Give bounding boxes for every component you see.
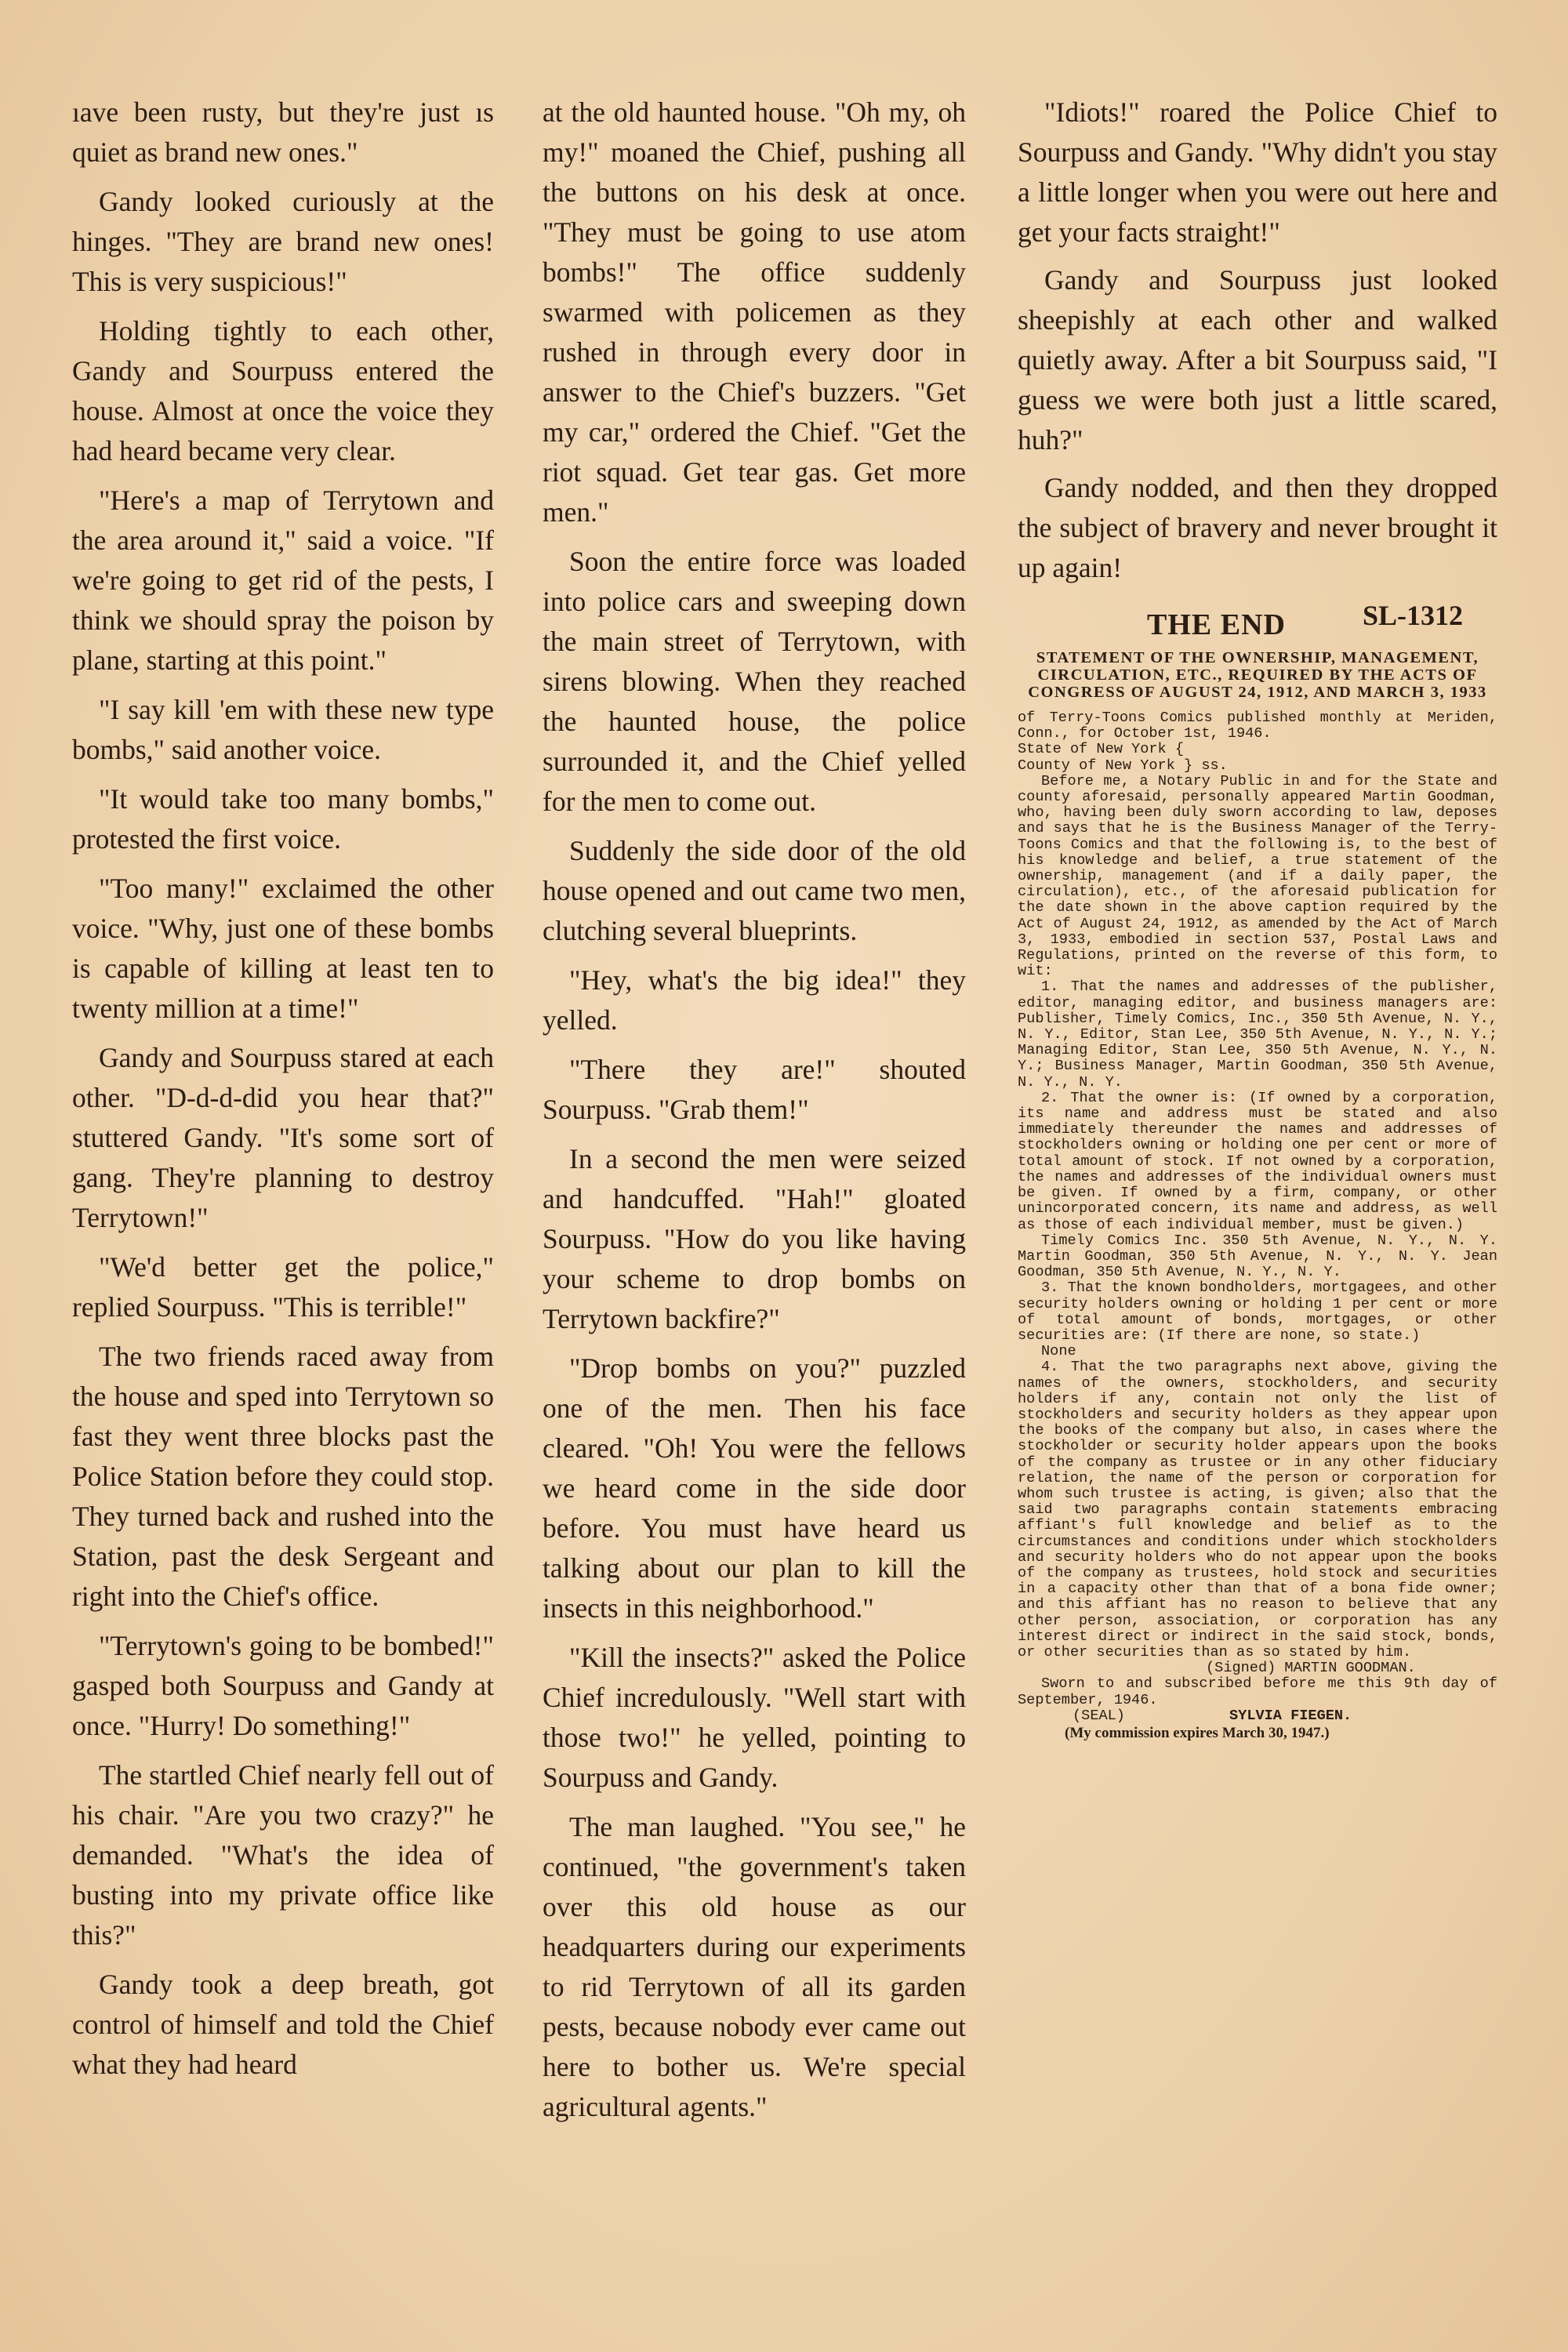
story-column-2 [543, 93, 966, 2136]
paragraph: In a second the men were seized and handcuffed. "Hah!" gloated Sourpuss. "How do you like having your scheme to drop bombs on Terrytown backfire?" [543, 1143, 966, 1334]
statement-paragraph: 1. That the names and addresses of the publisher, editor, managing editor, and business managers are: Publisher, Timely Comics, Inc., 350 5th Avenue, N. Y., N. Y., Editor, Stan Lee, 350 5th Avenue, N. Y., N. Y.; Managing Editor, Stan Lee, 350 5th Avenue, N. Y., N. Y.; Business Manager, Martin Goodman, 350 5th Avenue, N. Y., N. Y. [1018, 978, 1497, 1091]
statement-paragraph: 2. That the owner is: (If owned by a corporation, its name and address must be stated and also immediately thereunder the names and addresses of stockholders owning or holding one per cent or more of total amount of stock. If not owned by a corporation, the names and addresses of the individual owners must be given. If owned by a firm, company, or other unincorporated concern, its name and address, as well as those of each individual member, must be given.) [1018, 1089, 1497, 1233]
statement-none: None [1041, 1343, 1076, 1360]
paragraph: The startled Chief nearly fell out of his chair. "Are you two crazy?" he demanded. "What's the idea of busting into my private office like this?" [72, 1759, 494, 1951]
paragraph: "Terrytown's going to be bombed!" gasped both Sourpuss and Gandy at once. "Hurry! Do something!" [72, 1630, 494, 1741]
paragraph: "We'd better get the police," replied Sourpuss. "This is terrible!" [72, 1251, 494, 1323]
ownership-statement [1018, 710, 1497, 1741]
sworn-line: Sworn to and subscribed before me this 9th day of September, 1946. [1018, 1675, 1497, 1708]
paragraph: ıave been rusty, but they're just ıs quiet as brand new ones." [72, 96, 494, 168]
seal-label: (SEAL) [1073, 1707, 1125, 1724]
statement-paragraph: Before me, a Notary Public in and for the State and county aforesaid, personally appeared Martin Goodman, who, having been duly sworn according to law, deposes and says that he is the Business Manager of the Terry-Toons Comics and that the following is, to the best of his knowledge and belief, a true statement of the ownership, management (and if a daily paper, the circulation), etc., of the aforesaid publication for the date shown in the above caption required by the Act of August 24, 1912, as amended by the Act of March 3, 1933, embodied in section 537, Postal Laws and Regulations, printed on the reverse of this form, to wit: [1018, 772, 1497, 980]
paragraph: "Hey, what's the big idea!" they yelled. [543, 964, 966, 1036]
paragraph: Gandy and Sourpuss just looked sheepishly at each other and walked quietly away. After a bit Sourpuss said, "I guess we were both just a little scared, huh?" [1018, 264, 1497, 456]
paragraph: "Idiots!" roared the Police Chief to Sourpuss and Gandy. "Why didn't you stay a little longer when you were out here and get your facts straight!" [1018, 96, 1497, 248]
paragraph: "Too many!" exclaimed the other voice. "Why, just one of these bombs is capable of killing at least ten to twenty million at a time!" [72, 873, 494, 1024]
paragraph: The man laughed. "You see," he continued, "the government's taken over this old house as our headquarters during our experiments to rid Terrytown of all its garden pests, because nobody ever came out here to bother us. We're special agricultural agents." [543, 1811, 966, 2122]
statement-venue-county: County of New York } ss. [1018, 757, 1228, 774]
paragraph: Holding tightly to each other, Gandy and Sourpuss entered the house. Almost at once the voice they had heard became very clear. [72, 315, 494, 466]
paragraph: Gandy looked curiously at the hinges. "They are brand new ones! This is very suspicious!" [72, 186, 494, 297]
story-ending [1018, 93, 1497, 588]
paragraph: Gandy nodded, and then they dropped the subject of bravery and never brought it up again! [1018, 472, 1497, 583]
paragraph: "I say kill 'em with these new type bombs," said another voice. [72, 694, 494, 765]
the-end-banner [1018, 596, 1497, 644]
paragraph: Gandy took a deep breath, got control of himself and told the Chief what they had heard [72, 1969, 494, 2080]
paragraph: "There they are!" shouted Sourpuss. "Grab them!" [543, 1054, 966, 1125]
ownership-statement-heading: STATEMENT OF THE OWNERSHIP, MANAGEMENT, CIRCULATION, ETC., REQUIRED BY THE ACTS OF CONGRESS OF AUGUST 24, 1912, AND MARCH 3, 1933 [1028, 649, 1487, 701]
paragraph: Suddenly the side door of the old house opened and out came two men, clutching several blueprints. [543, 835, 966, 946]
paragraph: "It would take too many bombs," protested the first voice. [72, 783, 494, 855]
story-column-3 [1018, 93, 1497, 1741]
statement-paragraph: 4. That the two paragraphs next above, giving the names of the owners, stockholders, and security holders if any, contain not only the list of stockholders and security holders as they appear upon the books of the company but also, in cases where the stockholder or security holder appears upon the books of the company as trustee or in any other fiduciary relation, the name of the person or corporation for whom such trustee is acting, is given; also that the said two paragraphs contain statements embracing affiant's full knowledge and belief as to the circumstances and conditions under which stockholders and security holders who do not appear upon the books of the company as trustees, hold stock and securities in a capacity other than that of a bona fide owner; and this affiant has no reason to believe that any other person, association, or corporation has any interest direct or indirect in the said stock, bonds, or other securities than as so stated by him. [1018, 1359, 1497, 1661]
paragraph: The two friends raced away from the house and sped into Terrytown so fast they went three blocks past the Police Station before they could stop. They turned back and rushed into the Station, past the desk Sergeant and right into the Chief's office. [72, 1341, 494, 1612]
paragraph: "Drop bombs on you?" puzzled one of the men. Then his face cleared. "Oh! You were the fellows we heard come in the side door before. You must have heard us talking about our plan to kill the insects in this neighborhood." [543, 1352, 966, 1624]
paragraph: "Kill the insects?" asked the Police Chief incredulously. "Well start with those two!" he yelled, pointing to Sourpuss and Gandy. [543, 1642, 966, 1793]
statement-paragraph: Timely Comics Inc. 350 5th Avenue, N. Y., N. Y. Martin Goodman, 350 5th Avenue, N. Y., N. Y. Jean Goodman, 350 5th Avenue, N. Y., N. Y. [1018, 1232, 1497, 1281]
statement-venue-state: State of New York { [1018, 741, 1185, 758]
story-column-1 [72, 93, 494, 2094]
statement-intro: of Terry-Toons Comics published monthly at Meriden, Conn., for October 1st, 1946. [1018, 710, 1497, 742]
seal-row [1018, 1708, 1497, 1726]
notary-name: SYLVIA FIEGEN. [1229, 1707, 1352, 1724]
signature-line: (Signed) MARTIN GOODMAN. [1206, 1660, 1416, 1677]
paragraph: at the old haunted house. "Oh my, oh my!" moaned the Chief, pushing all the buttons on his desk at once. "They must be going to use atom bombs!" The office suddenly swarmed with policemen as they rushed in through every door in answer to the Chief's buzzers. "Get my car," ordered the Chief. "Get the riot squad. Get tear gas. Get more men." [543, 96, 966, 528]
paragraph: Soon the entire force was loaded into police cars and sweeping down the main street of Terrytown, with sirens blowing. When they reached the haunted house, the police surrounded it, and the Chief yelled for the men to come out. [543, 546, 966, 817]
the-end-title: THE END [1147, 608, 1286, 641]
statement-paragraph: 3. That the known bondholders, mortgagees, and other security holders owning or holding 1 per cent or more of total amount of bonds, mortgages, or other securities are: (If there are none, so state.) [1018, 1279, 1497, 1344]
paragraph: Gandy and Sourpuss stared at each other. "D-d-d-did you hear that?" stuttered Gandy. "It's some sort of gang. They're planning to destroy Terrytown!" [72, 1042, 494, 1233]
paragraph: "Here's a map of Terrytown and the area around it," said a voice. "If we're going to get rid of the pests, I think we should spray the poison by plane, starting at this point." [72, 485, 494, 676]
story-code: SL-1312 [1363, 600, 1464, 631]
commission-line: (My commission expires March 30, 1947.) [1065, 1724, 1330, 1741]
